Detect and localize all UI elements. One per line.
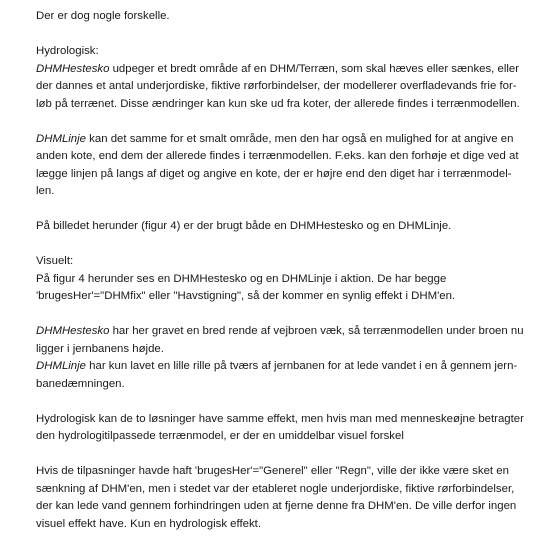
visual-linje-term: DHMLinje — [36, 360, 87, 372]
hydro-hestesko-line-1 — [36, 61, 520, 79]
hydro-hestesko-line-2: der dannes et antal underjordiske, fiktive rørforbindelser, der modellerer overfladevands frie for- — [36, 80, 517, 92]
visual-linje-line-2: banedæmningen. — [36, 377, 125, 390]
hestesko-term: DHMHestesko — [36, 62, 110, 75]
conclusion-paragraph — [36, 411, 524, 446]
linje-term: DHMLinje — [36, 132, 87, 145]
final-line-4: visuel effekt have. Kun en hydrologisk effekt. — [36, 517, 261, 530]
visual-detail-paragraph — [36, 323, 524, 393]
visual-linje-line-1 — [36, 358, 516, 376]
figure-note-paragraph — [36, 218, 516, 236]
hydro-hestesko-line-3: løb på terrænet. Disse ændringer kan kun ske ud fra koter, der allerede findes i terrænmodellen. — [36, 97, 520, 110]
visual-hestesko-line-1 — [36, 323, 524, 341]
hydro-linje-line-1-text: kan det samme for et smalt område, men den har også en mulighed for at angive en — [86, 132, 514, 145]
document-body — [36, 8, 524, 551]
visual-paragraph — [36, 253, 516, 306]
visual-hestesko-line-1-text: har her gravet en bred rende af vejbroen væk, så terrænmodellen under broen nu — [109, 325, 524, 337]
hydro-linje-line-2: anden kote, end dem der allerede findes i terrænmodellen. F.eks. kan den forhøje et dige ved at — [36, 150, 519, 162]
intro-paragraph — [36, 8, 516, 26]
hydro-linje-line-3: lægge linjen på langs af diget og angive en kote, der er højre end den diget har i terrænmodel- — [36, 167, 512, 180]
figure-note-text: På billedet herunder (figur 4) er der brugt både en DHMHestesko og en DHMLinje. — [36, 220, 452, 232]
final-line-2: sænkning af DHM'en, men i stedet var der etableret nogle underjordiske, fiktive rørforbindelser, — [36, 482, 515, 495]
hydro-hestesko-paragraph — [36, 43, 520, 113]
final-paragraph — [36, 463, 516, 533]
final-line-1: Hvis de tilpasninger havde haft 'brugesHer'="Generel" eller "Regn", ville der ikke være sket en — [36, 465, 509, 477]
hydro-hestesko-line-1-text: udpeger et bredt område af en DHM/Terræn, som skal hæves eller sænkes, eller — [109, 62, 520, 75]
visual-hestesko-term: DHMHestesko — [36, 325, 110, 337]
conclusion-line-2: den hydrologitilpassede terrænmodel, er der en umiddelbar visuel forskel — [36, 430, 404, 442]
conclusion-line-1: Hydrologisk kan de to løsninger have samme effekt, men hvis man med menneskeøjne betragter — [36, 412, 524, 425]
hydro-linje-line-1 — [36, 131, 516, 149]
hydro-heading: Hydrologisk: — [36, 45, 99, 57]
intro-text: Der er dog nogle forskelle. — [36, 10, 170, 22]
visual-line-2: 'brugesHer'="DHMfix" eller "Havstigning", så der kommer en synlig effekt i DHM'en. — [36, 290, 456, 302]
final-line-3: der kan lede vand gennem forhindringen uden at fjerne denne fra DHM'en. De ville derfor ingen — [36, 500, 517, 512]
hydro-linje-paragraph — [36, 131, 519, 201]
visual-line-1: På figur 4 herunder ses en DHMHestesko og en DHMLinje i aktion. De har begge — [36, 272, 447, 285]
visual-heading: Visuelt: — [36, 255, 74, 267]
visual-linje-line-1-text: har kun lavet en lille rille på tværs af jernbanen for at lede vandet i en å gennem jern- — [86, 360, 518, 372]
hydro-linje-line-4: len. — [36, 185, 55, 197]
visual-hestesko-line-2: ligger i jernbanens højde. — [36, 342, 164, 355]
